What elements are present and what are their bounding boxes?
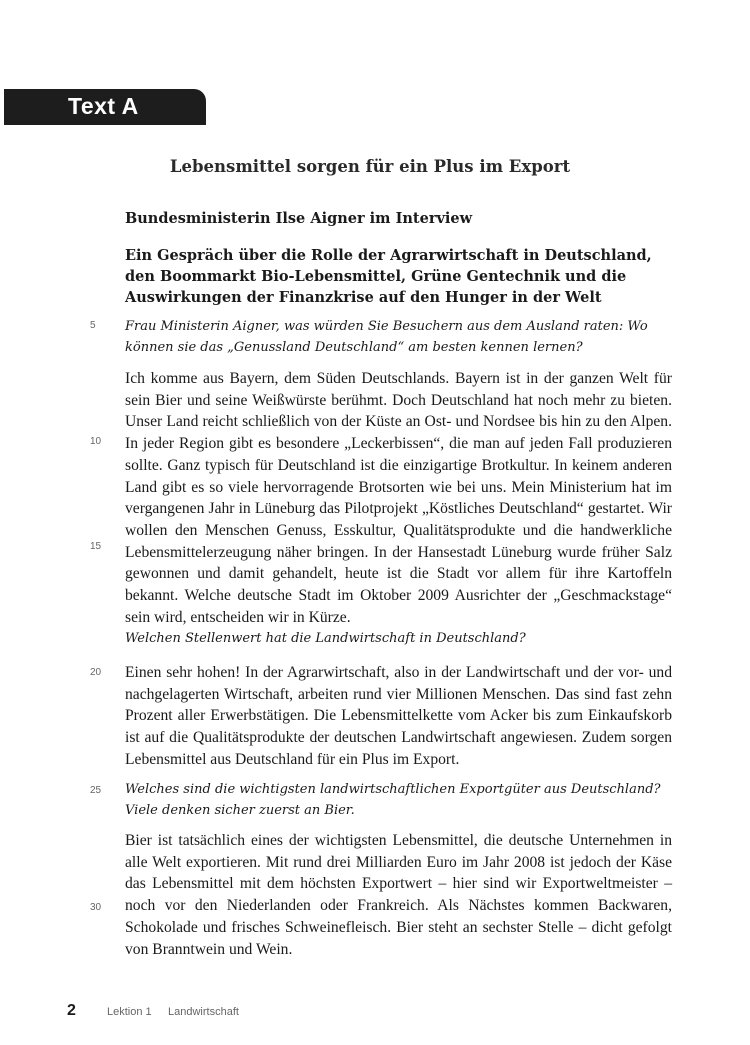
line-number: 20 bbox=[90, 667, 102, 678]
section-tab bbox=[4, 89, 206, 125]
answer-1: Ich komme aus Bayern, dem Süden Deutschlands. Bayern ist in der ganzen Welt für sein Bier und seine Weißwürste berühmt. Doch Deutschland hat noch mehr zu bieten. Unser Land reicht schließlich von der Küste an Ost- und Nordsee bis hin zu den Alpen. In jeder Region gibt es besondere „Leckerbissen“, die man auf jeden Fall produzieren sollte. Ganz typisch für Deutschland ist die einzigartige Brotkultur. In keinem anderen Land gibt es so viele hervorragende Brotsorten wie bei uns. Mein Ministerium hat im vergangenen Jahr in Lüneburg das Pilotprojekt „Köstliches Deutschland“ gestartet. Wir wollen den Menschen Genuss, Esskultur, Qualitätsprodukte und die handwerkliche Lebensmittelerzeugung näher bringen. In der Hansestadt Lüneburg wurde früher Salz gewonnen und damit gehandelt, heute ist die Stadt vor allem für ihre Kartoffeln bekannt. Welche deutsche Stadt im Oktober 2009 Ausrichter der „Geschmackstage“ sein wird, entscheiden wir in Kürze. bbox=[125, 370, 672, 626]
question-3: Welches sind die wichtigsten landwirtschaftlichen Exportgüter aus Deutschland? Viele denken sicher zuerst an Bier. bbox=[125, 782, 661, 818]
line-number: 15 bbox=[90, 541, 102, 552]
line-number: 5 bbox=[90, 320, 96, 331]
footer-lesson: Lektion 1 bbox=[107, 1006, 152, 1018]
question-1: Frau Ministerin Aigner, was würden Sie Besuchern aus dem Ausland raten: Wo können sie das „Genussland Deutschland“ am besten kennen lernen? bbox=[125, 319, 648, 355]
line-number: 25 bbox=[90, 785, 102, 796]
article-subtitle: Bundesministerin Ilse Aigner im Interview bbox=[125, 210, 473, 227]
answer-2: Einen sehr hohen! In der Agrarwirtschaft, also in der Landwirtschaft und der vor- und nachgelagerten Wirtschaft, arbeiten rund vier Millionen Menschen. Das sind fast zehn Prozent aller Erwerbstätigen. Die Lebensmittelkette vom Acker bis zum Einkaufskorb ist auf die Qualitätsprodukte der deutschen Landwirtschaft angewiesen. Zudem sorgen Lebensmittel aus Deutschland für ein Plus im Export. bbox=[125, 664, 672, 768]
article-title: Lebensmittel sorgen für ein Plus im Export bbox=[169, 157, 571, 176]
section-tab-label: Text A bbox=[68, 93, 139, 119]
article-lead: Ein Gespräch über die Rolle der Agrarwirtschaft in Deutschland, den Boommarkt Bio-Lebensmittel, Grüne Gentechnik und die Auswirkungen der Finanzkrise auf den Hunger in der Welt bbox=[125, 247, 652, 306]
page-number: 2 bbox=[67, 1002, 76, 1019]
answer-3: Bier ist tatsächlich eines der wichtigsten Lebensmittel, die deutsche Unternehmen in alle Welt exportieren. Mit rund drei Milliarden Euro im Jahr 2008 ist jedoch der Käse das Lebensmittel mit dem höchsten Exportwert – hier sind wir Exportweltmeister – noch vor den Niederlanden oder Frankreich. Als Nächstes kommen Backwaren, Schokolade und frisches Schweinefleisch. Bier steht an sechster Stelle – dicht gefolgt von Branntwein und Wein. bbox=[125, 832, 672, 958]
footer-section: Landwirtschaft bbox=[168, 1006, 239, 1018]
question-2: Welchen Stellenwert hat die Landwirtschaft in Deutschland? bbox=[125, 631, 526, 646]
line-number: 30 bbox=[90, 902, 102, 913]
line-number: 10 bbox=[90, 436, 102, 447]
